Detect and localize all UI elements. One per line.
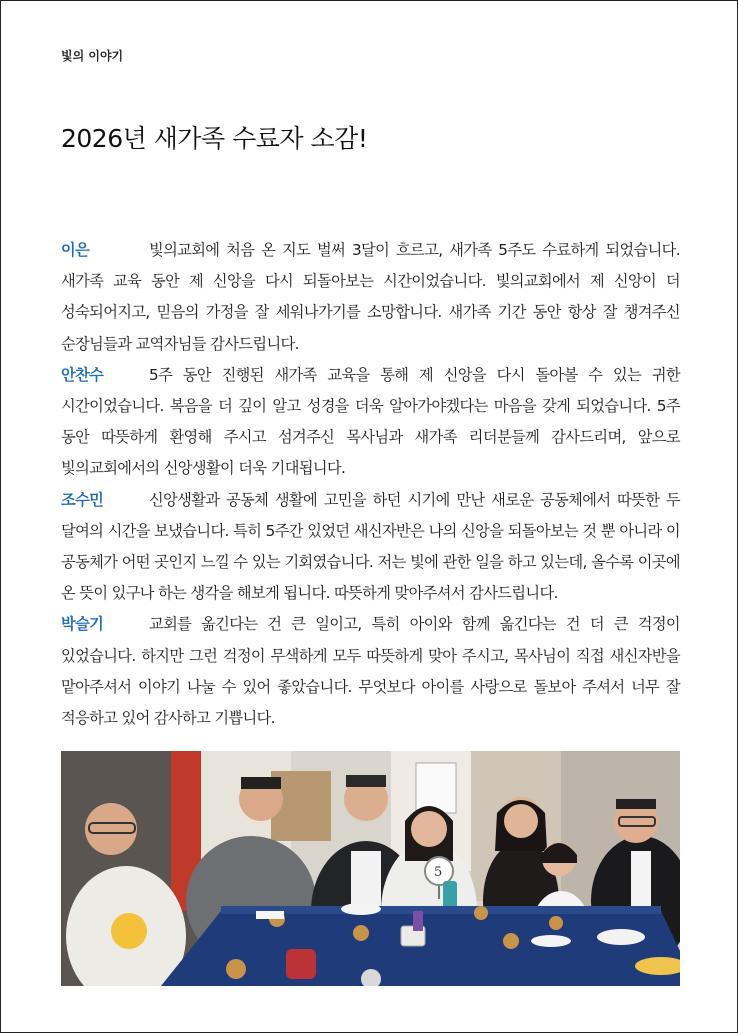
- testimonial-list: [61, 235, 680, 734]
- testimonial-text: 교회를 옮긴다는 건 큰 일이고, 특히 아이와 함께 옮긴다는 건 더 큰 걱정이 있었습니다. 하지만 그런 걱정이 무색하게 모두 따뜻하게 맞아 주시고, 목사님이 직접 새신자반을 맡아주셔서 이야기 나눌 수 있어 좋았습니다. 무엇보다 아이를 사랑으로 돌보아 주셔서 너무 잘 적응하고 있어 감사하고 기쁩니다.: [61, 615, 680, 728]
- testimonial-name: 안찬수: [61, 365, 104, 384]
- testimonial-name: 조수민: [61, 490, 104, 509]
- page-title: 2026년 새가족 수료자 소감!: [61, 124, 368, 153]
- table: [161, 903, 680, 986]
- group-photo: [61, 751, 680, 986]
- testimonial-entry: [61, 235, 680, 360]
- testimonial-text: 빛의교회에 처음 온 지도 벌써 3달이 흐르고, 새가족 5주도 수료하게 되었습니다. 새가족 교육 동안 제 신앙을 다시 되돌아보는 시간이었습니다. 빛의교회에서 제 신앙이 더 성숙되어지고, 믿음의 가정을 잘 세워나가기를 소망합니다. 새가족 기간 동안 항상 잘 챙겨주신 순장님들과 교역자님들 감사드립니다.: [61, 241, 680, 353]
- table-number: 5: [434, 865, 443, 880]
- testimonial-name: 이은: [61, 241, 90, 259]
- section-label: 빛의 이야기: [61, 49, 124, 63]
- testimonial-name: 박슬기: [61, 615, 104, 634]
- testimonial-entry: [61, 485, 680, 610]
- testimonial-text: 5주 동안 진행된 새가족 교육을 통해 제 신앙을 다시 돌아볼 수 있는 귀한 시간이었습니다. 복음을 더 깊이 알고 성경을 더욱 알아가야겠다는 마음을 갖게 되었습니다. 5주 동안 따뜻하게 환영해 주시고 섬겨주신 목사님과 새가족 리더분들께 감사드리며, 앞으로 빛의교회에서의 신앙생활이 더욱 기대됩니다.: [61, 365, 680, 478]
- testimonial-entry: [61, 609, 680, 734]
- testimonial-entry: [61, 360, 680, 485]
- testimonial-text: 신앙생활과 공동체 생활에 고민을 하던 시기에 만난 새로운 공동체에서 따뜻한 두 달여의 시간을 보냈습니다. 특히 5주간 있었던 새신자반은 나의 신앙을 되돌아보는 것 뿐 아니라 이 공동체가 어떤 곳인지 느낄 수 있는 기회였습니다. 저는 빛에 관한 일을 하고 있는데, 올수록 이곳에 온 뜻이 있구나 하는 생각을 해보게 됩니다. 따뜻하게 맞아주셔서 감사드립니다.: [61, 490, 680, 603]
